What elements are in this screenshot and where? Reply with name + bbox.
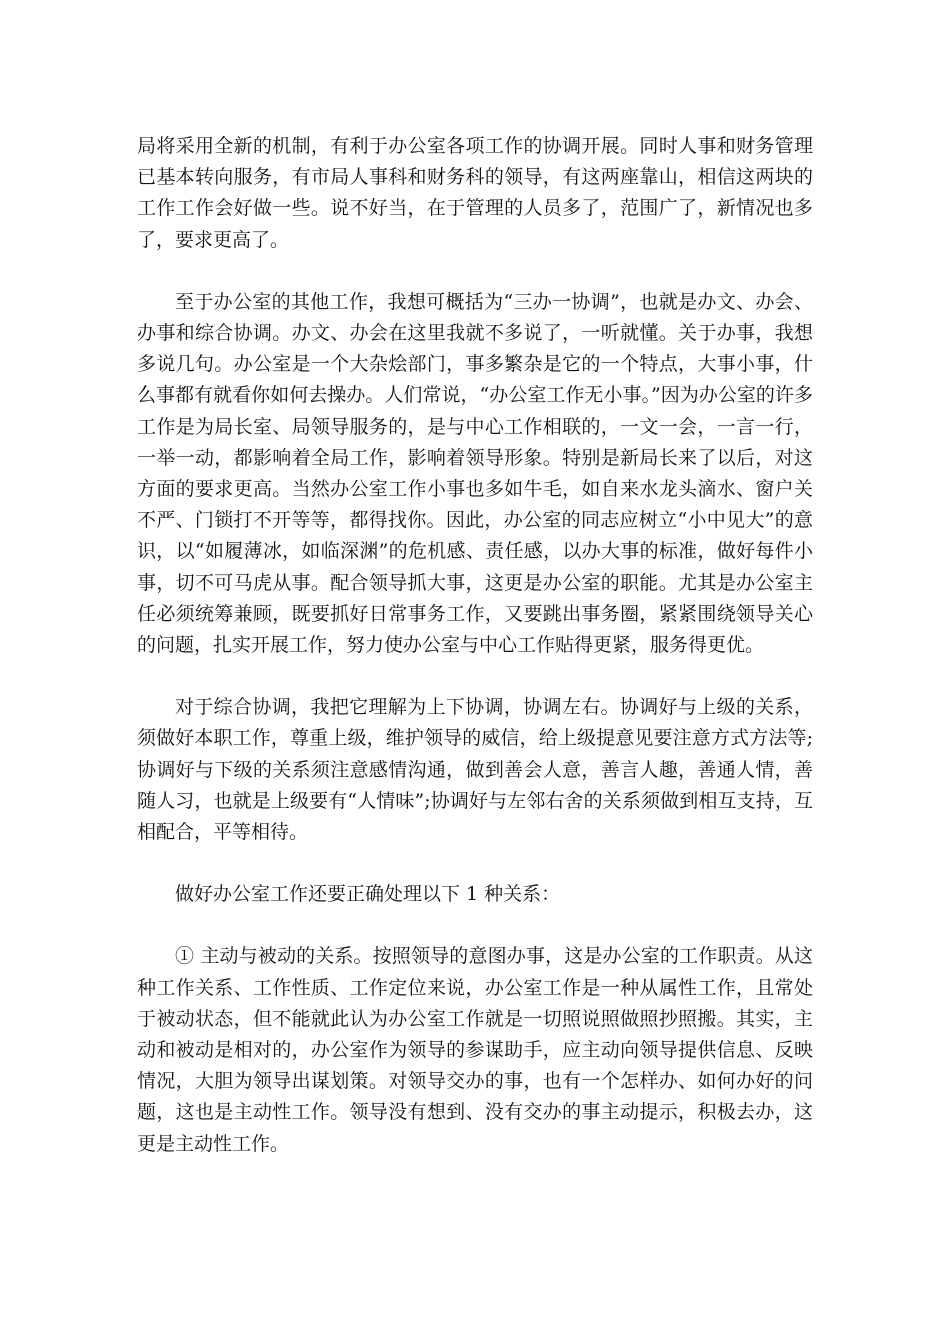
paragraph-continuation: 局将采用全新的机制，有利于办公室各项工作的协调开展。同时人事和财务管理已基本转向服务，有市局人事科和财务科的领导，有这两座靠山，相信这两块的工作工作会好做一些。说不好当，在于管理的人员多了，范围广了，新情况也多了，要求更高了。 bbox=[137, 135, 813, 251]
paragraph-three-tasks: 至于办公室的其他工作，我想可概括为“三办一协调”，也就是办文、办会、办事和综合协调。办文、办会在这里我就不多说了，一听就懂。关于办事，我想多说几句。办公室是一个大杂烩部门，事多繁杂是它的一个特点，大事小事，什么事都有就看你如何去操办。人们常说，“办公室工作无小事。”因为办公室的许多工作是为局长室、局领导服务的，是与中心工作相联的，一文一会，一言一行，一举一动，都影响着全局工作，影响着领导形象。特别是新局长来了以后，对这方面的要求更高。当然办公室工作小事也多如牛毛，如自来水龙头滴水、窗户关不严、门锁打不开等等，都得找你。因此，办公室的同志应树立“小中见大”的意识，以“如履薄冰，如临深渊”的危机感、责任感，以办大事的标准，做好每件小事，切不可马虎从事。配合领导抓大事，这更是办公室的职能。尤其是办公室主任必须统筹兼顾，既要抓好日常事务工作，又要跳出事务圈，紧紧围绕领导关心的问题，扎实开展工作，努力使办公室与中心工作贴得更紧，服务得更优。 bbox=[137, 290, 813, 657]
document-body bbox=[137, 131, 813, 1191]
paragraph-coordination: 对于综合协调，我把它理解为上下协调，协调左右。协调好与上级的关系，须做好本职工作，尊重上级，维护领导的威信，给上级提意见要注意方式方法等;协调好与下级的关系须注意感情沟通，做到善会人意，善言人趣，善通人情，善随人习，也就是上级要有“人情味”;协调好与左邻右舍的关系须做到相互支持，互相配合，平等相待。 bbox=[137, 696, 813, 844]
paragraph-active-passive: ① 主动与被动的关系。按照领导的意图办事，这是办公室的工作职责。从这种工作关系、工作性质、工作定位来说，办公室工作是一种从属性工作，且常处于被动状态，但不能就此认为办公室工作就是一切照说照做照抄照搬。其实，主动和被动是相对的，办公室作为领导的参谋助手，应主动向领导提供信息、反映情况，大胆为领导出谋划策。对领导交办的事，也有一个怎样办、如何办好的问题，这也是主动性工作。领导没有想到、没有交办的事主动提示，积极去办，这更是主动性工作。 bbox=[137, 945, 813, 1155]
paragraph-relations-intro: 做好办公室工作还要正确处理以下 1 种关系： bbox=[175, 883, 561, 906]
